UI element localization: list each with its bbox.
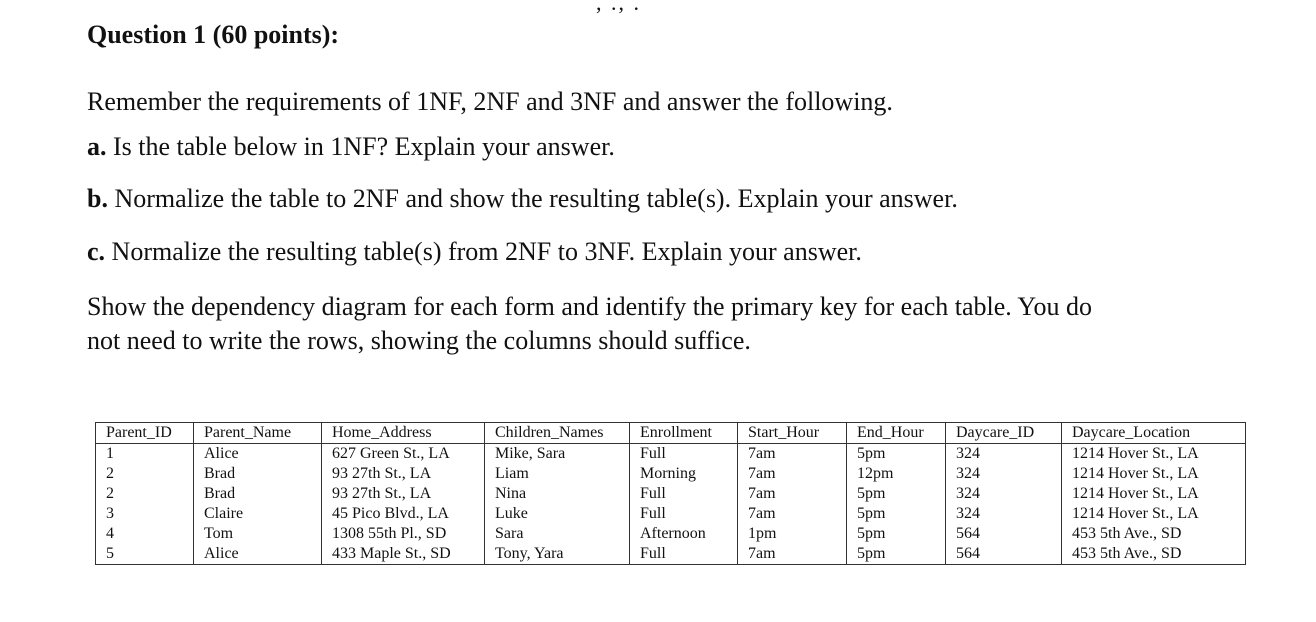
table-cell: 7am — [738, 544, 847, 565]
table-row — [96, 544, 1246, 565]
table-cell: 1214 Hover St., LA — [1062, 504, 1246, 524]
table-cell: Alice — [194, 544, 322, 565]
table-cell: 627 Green St., LA — [322, 444, 485, 465]
table-cell: Afternoon — [630, 524, 738, 544]
table-cell: 324 — [946, 504, 1062, 524]
table-cell: Alice — [194, 444, 322, 465]
table-cell: 453 5th Ave., SD — [1062, 524, 1246, 544]
header-daycare-id: Daycare_ID — [946, 423, 1062, 444]
table-row — [96, 444, 1246, 465]
intro-text: Remember the requirements of 1NF, 2NF and 3NF and answer the following. — [87, 87, 893, 116]
table-cell: 324 — [946, 464, 1062, 484]
item-b-text: Normalize the table to 2NF and show the resulting table(s). Explain your answer. — [107, 184, 958, 213]
table-row — [96, 504, 1246, 524]
table-cell: 7am — [738, 464, 847, 484]
table-cell: 564 — [946, 544, 1062, 565]
table-cell: 5pm — [847, 444, 946, 465]
header-end-hour: End_Hour — [847, 423, 946, 444]
table-cell: Brad — [194, 464, 322, 484]
table-cell: 5pm — [847, 544, 946, 565]
table-cell: Tony, Yara — [485, 544, 630, 565]
table-cell: 324 — [946, 444, 1062, 465]
table-cell: Brad — [194, 484, 322, 504]
table-cell: 3 — [96, 504, 194, 524]
table-cell: Mike, Sara — [485, 444, 630, 465]
table-cell: 2 — [96, 484, 194, 504]
table-cell: 12pm — [847, 464, 946, 484]
cropped-text: , ., . — [596, 0, 641, 15]
table-cell: 1214 Hover St., LA — [1062, 484, 1246, 504]
table-cell: 7am — [738, 504, 847, 524]
table-cell: Full — [630, 484, 738, 504]
header-home-address: Home_Address — [322, 423, 485, 444]
table-cell: Luke — [485, 504, 630, 524]
header-parent-id: Parent_ID — [96, 423, 194, 444]
table-cell: 45 Pico Blvd., LA — [322, 504, 485, 524]
item-b-label: b. — [87, 184, 108, 213]
table-cell: 7am — [738, 484, 847, 504]
table-cell: 1308 55th Pl., SD — [322, 524, 485, 544]
item-a-text: Is the table below in 1NF? Explain your answer. — [106, 132, 615, 161]
table-cell: 1 — [96, 444, 194, 465]
cropped-text-fragment — [0, 0, 1316, 15]
table-cell: 5pm — [847, 504, 946, 524]
table-cell: Nina — [485, 484, 630, 504]
instructions-line-1: Show the dependency diagram for each form and identify the primary key for each table. You do — [87, 292, 1093, 321]
item-a — [87, 130, 615, 164]
table-cell: 7am — [738, 444, 847, 465]
table-cell: Sara — [485, 524, 630, 544]
table-cell: 1214 Hover St., LA — [1062, 464, 1246, 484]
table-cell: 93 27th St., LA — [322, 464, 485, 484]
table-row — [96, 484, 1246, 504]
header-parent-name: Parent_Name — [194, 423, 322, 444]
table-cell: Full — [630, 444, 738, 465]
table-cell: Tom — [194, 524, 322, 544]
table-cell: 4 — [96, 524, 194, 544]
table-cell: Full — [630, 544, 738, 565]
table-cell: Claire — [194, 504, 322, 524]
header-start-hour: Start_Hour — [738, 423, 847, 444]
table-cell: 93 27th St., LA — [322, 484, 485, 504]
header-enrollment: Enrollment — [630, 423, 738, 444]
question-title: Question 1 (60 points): — [87, 20, 340, 49]
table-cell: 1214 Hover St., LA — [1062, 444, 1246, 465]
instructions-line-2: not need to write the rows, showing the columns should suffice. — [87, 326, 751, 355]
table-cell: 5pm — [847, 524, 946, 544]
header-children-names: Children_Names — [485, 423, 630, 444]
table-cell: 453 5th Ave., SD — [1062, 544, 1246, 565]
table-cell: 2 — [96, 464, 194, 484]
item-c — [87, 235, 862, 269]
table-cell: Full — [630, 504, 738, 524]
table-cell: 324 — [946, 484, 1062, 504]
item-c-text: Normalize the resulting table(s) from 2NF to 3NF. Explain your answer. — [105, 237, 862, 266]
item-c-label: c. — [87, 237, 106, 266]
table-cell: 5pm — [847, 484, 946, 504]
table-row — [96, 524, 1246, 544]
item-a-label: a. — [87, 132, 107, 161]
table-header-row — [96, 423, 1246, 444]
table-row — [96, 464, 1246, 484]
table-cell: Morning — [630, 464, 738, 484]
item-b — [87, 182, 958, 216]
table-cell: 5 — [96, 544, 194, 565]
daycare-table — [95, 422, 1246, 565]
table-cell: 1pm — [738, 524, 847, 544]
table-cell: Liam — [485, 464, 630, 484]
header-daycare-location: Daycare_Location — [1062, 423, 1246, 444]
table-cell: 564 — [946, 524, 1062, 544]
table-cell: 433 Maple St., SD — [322, 544, 485, 565]
